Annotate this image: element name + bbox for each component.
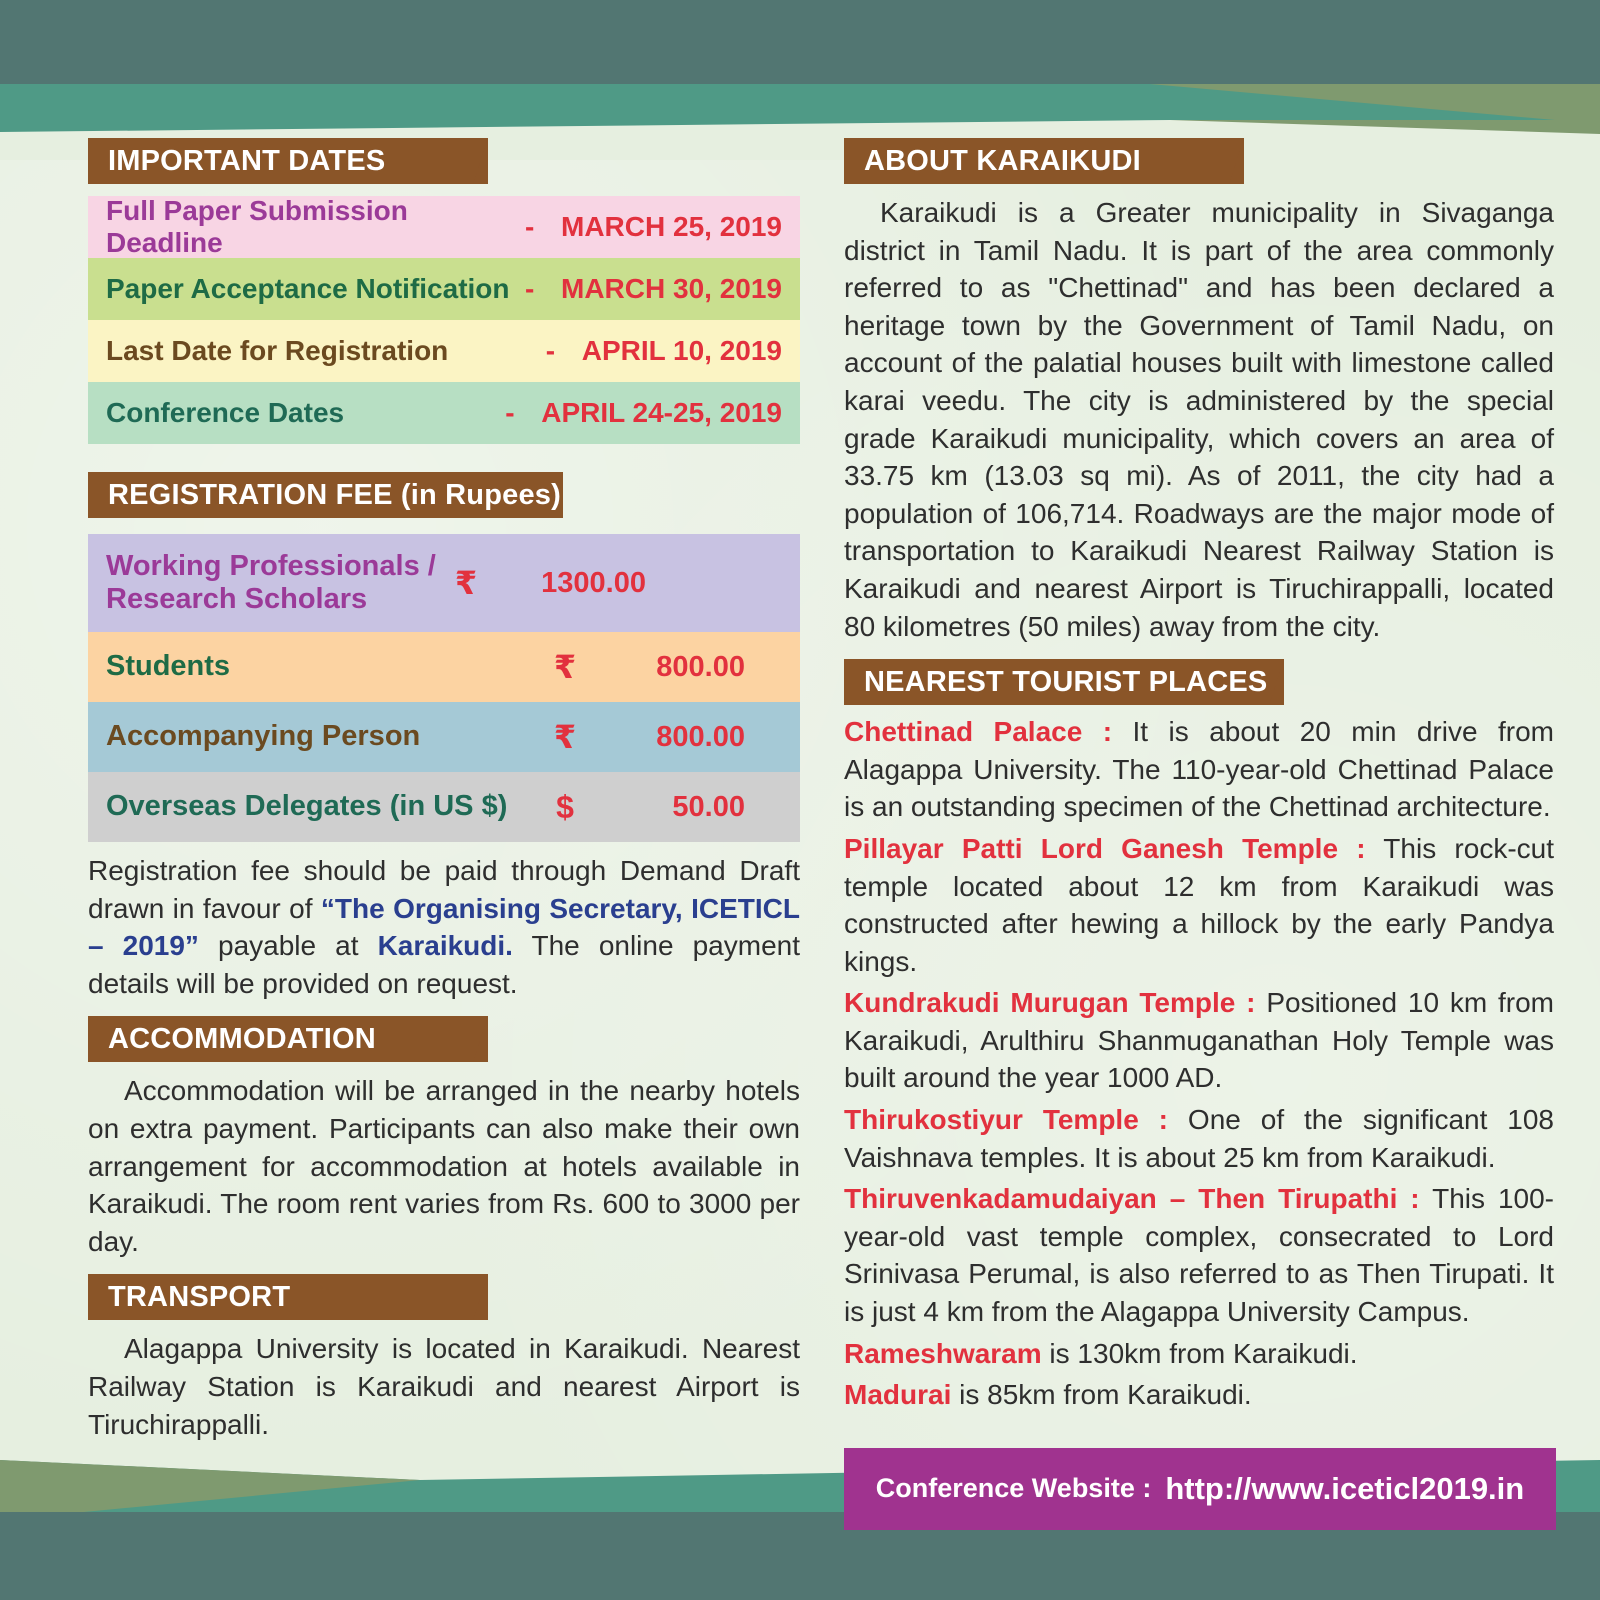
place-name: Rameshwaram bbox=[844, 1337, 1042, 1369]
date-value: APRIL 10, 2019 bbox=[581, 335, 782, 366]
place-text: Positioned 10 km from Karaikudi, Arulthiru Shanmuganathan Holy Temple was built around the year 1000 AD. bbox=[844, 987, 1554, 1094]
dollar-icon: $ bbox=[556, 788, 574, 825]
place-text: This rock-cut temple located about 12 km from Karaikudi was constructed after hewing a hillock by the early Pandya kings. bbox=[844, 832, 1554, 977]
place-text: It is about 20 min drive from Alagappa University. The 110-year-old Chettinad Palace is an outstanding specimen of the Chettinad architecture. bbox=[844, 716, 1554, 823]
fee-row bbox=[88, 772, 800, 842]
accommodation-header bbox=[88, 1016, 800, 1062]
date-label: Last Date for Registration bbox=[106, 335, 449, 366]
important-dates-table bbox=[88, 196, 800, 444]
right-column bbox=[844, 138, 1554, 1530]
place-name: Pillayar Patti Lord Ganesh Temple : bbox=[844, 832, 1366, 864]
registration-fee-header bbox=[88, 472, 800, 518]
fee-label: Working Professionals / Research Scholars bbox=[106, 549, 436, 615]
date-value: MARCH 30, 2019 bbox=[561, 273, 782, 304]
fee-amount: 800.00 bbox=[656, 720, 745, 753]
rupee-icon: ₹ bbox=[454, 565, 478, 601]
conference-website-banner bbox=[844, 1448, 1556, 1530]
registration-fee-title: REGISTRATION FEE (in Rupees) bbox=[108, 479, 561, 511]
registration-note bbox=[88, 852, 800, 1002]
note-text: payable at bbox=[198, 930, 378, 962]
list-item bbox=[844, 713, 1554, 826]
place-text: This 100-year-old vast temple complex, consecrated to Lord Srinivasa Perumal, is also referred to as Then Tirupati. It is just 4 km from the Alagappa University Campus. bbox=[844, 1183, 1554, 1328]
about-text: Karaikudi is a Greater municipality in Sivaganga district in Tamil Nadu. It is part of the area commonly referred to as "Chettinad" and has been declared a heritage town by the Government of Tamil Nadu, on account of the palatial houses built with limestone called karai veedu. The city is administered by the special grade Karaikudi municipality, which covers an area of 33.75 km (13.03 sq mi). As of 2011, the city had a population of 106,714. Roadways are the major mode of transportation to Karaikudi Nearest Railway Station is Karaikudi and nearest Airport is Tiruchirappalli, located 80 kilometres (50 miles) away from the city. bbox=[844, 197, 1554, 642]
transport-title: TRANSPORT bbox=[108, 1281, 291, 1314]
top-band bbox=[0, 0, 1600, 88]
fee-label: Accompanying Person bbox=[106, 720, 421, 753]
rupee-icon: ₹ bbox=[553, 719, 577, 755]
place-name: Madurai bbox=[844, 1379, 952, 1411]
date-dash: - bbox=[525, 273, 535, 304]
fee-amount: 800.00 bbox=[656, 650, 745, 683]
note-place: Karaikudi. bbox=[377, 930, 513, 962]
fee-row bbox=[88, 702, 800, 772]
fee-row bbox=[88, 534, 800, 632]
fee-amount: 1300.00 bbox=[541, 566, 646, 599]
list-item bbox=[844, 1101, 1554, 1176]
place-text: One of the significant 108 Vaishnava temples. It is about 25 km from Karaikudi. bbox=[844, 1104, 1554, 1173]
date-row bbox=[88, 382, 800, 444]
important-dates-header bbox=[88, 138, 800, 184]
website-link[interactable]: http://www.iceticl2019.in bbox=[1165, 1470, 1525, 1506]
place-text: is 85km from Karaikudi. bbox=[951, 1379, 1252, 1411]
left-column bbox=[88, 138, 800, 1443]
transport-text: Alagappa University is located in Karaikudi. Nearest Railway Station is Karaikudi and nearest Airport is Tiruchirappalli. bbox=[88, 1333, 800, 1440]
fee-label: Overseas Delegates (in US $) bbox=[106, 790, 508, 823]
date-label: Full Paper Submission Deadline bbox=[106, 195, 408, 258]
date-label: Conference Dates bbox=[106, 397, 345, 428]
accommodation-text: Accommodation will be arranged in the nearby hotels on extra payment. Participants can also make their own arrangement for accommodation at hotels available in Karaikudi. The room rent varies from Rs. 600 to 3000 per day. bbox=[88, 1075, 800, 1257]
list-item bbox=[844, 830, 1554, 980]
tourist-title: NEAREST TOURIST PLACES bbox=[864, 666, 1268, 699]
transport-header bbox=[88, 1274, 800, 1320]
rupee-icon: ₹ bbox=[553, 649, 577, 685]
date-dash: - bbox=[525, 211, 535, 242]
place-name: Thiruvenkadamudaiyan – Then Tirupathi : bbox=[844, 1183, 1420, 1215]
fee-amount: 50.00 bbox=[672, 790, 745, 823]
date-row bbox=[88, 258, 800, 320]
registration-fee-table bbox=[88, 534, 800, 842]
place-name: Kundrakudi Murugan Temple : bbox=[844, 987, 1256, 1019]
place-name: Chettinad Palace : bbox=[844, 716, 1113, 748]
important-dates-title: IMPORTANT DATES bbox=[108, 145, 386, 177]
about-header bbox=[844, 138, 1554, 184]
date-dash: - bbox=[505, 397, 515, 428]
fee-row bbox=[88, 632, 800, 702]
accommodation-title: ACCOMMODATION bbox=[108, 1023, 376, 1056]
date-dash: - bbox=[545, 335, 556, 366]
fee-label: Students bbox=[106, 650, 231, 683]
place-name: Thirukostiyur Temple : bbox=[844, 1104, 1169, 1136]
list-item bbox=[844, 1376, 1554, 1414]
tourist-list bbox=[844, 713, 1554, 1414]
date-label: Paper Acceptance Notification bbox=[106, 273, 510, 304]
tourist-header bbox=[844, 659, 1554, 705]
about-title: ABOUT KARAIKUDI bbox=[864, 145, 1141, 177]
note-text: The online payment details will be provided on request. bbox=[88, 930, 801, 999]
date-value: APRIL 24-25, 2019 bbox=[541, 397, 782, 428]
date-value: MARCH 25, 2019 bbox=[561, 211, 782, 242]
note-text: Registration fee should be paid through Demand Draft drawn in favour of bbox=[88, 855, 800, 924]
place-text: is 130km from Karaikudi. bbox=[1041, 1337, 1358, 1369]
list-item bbox=[844, 1335, 1554, 1373]
website-label: Conference Website : bbox=[875, 1473, 1152, 1504]
list-item bbox=[844, 1180, 1554, 1330]
list-item bbox=[844, 984, 1554, 1097]
date-row bbox=[88, 196, 800, 258]
note-payee: “The Organising Secretary, ICETICL – 2019” bbox=[88, 892, 800, 962]
date-row bbox=[88, 320, 800, 382]
